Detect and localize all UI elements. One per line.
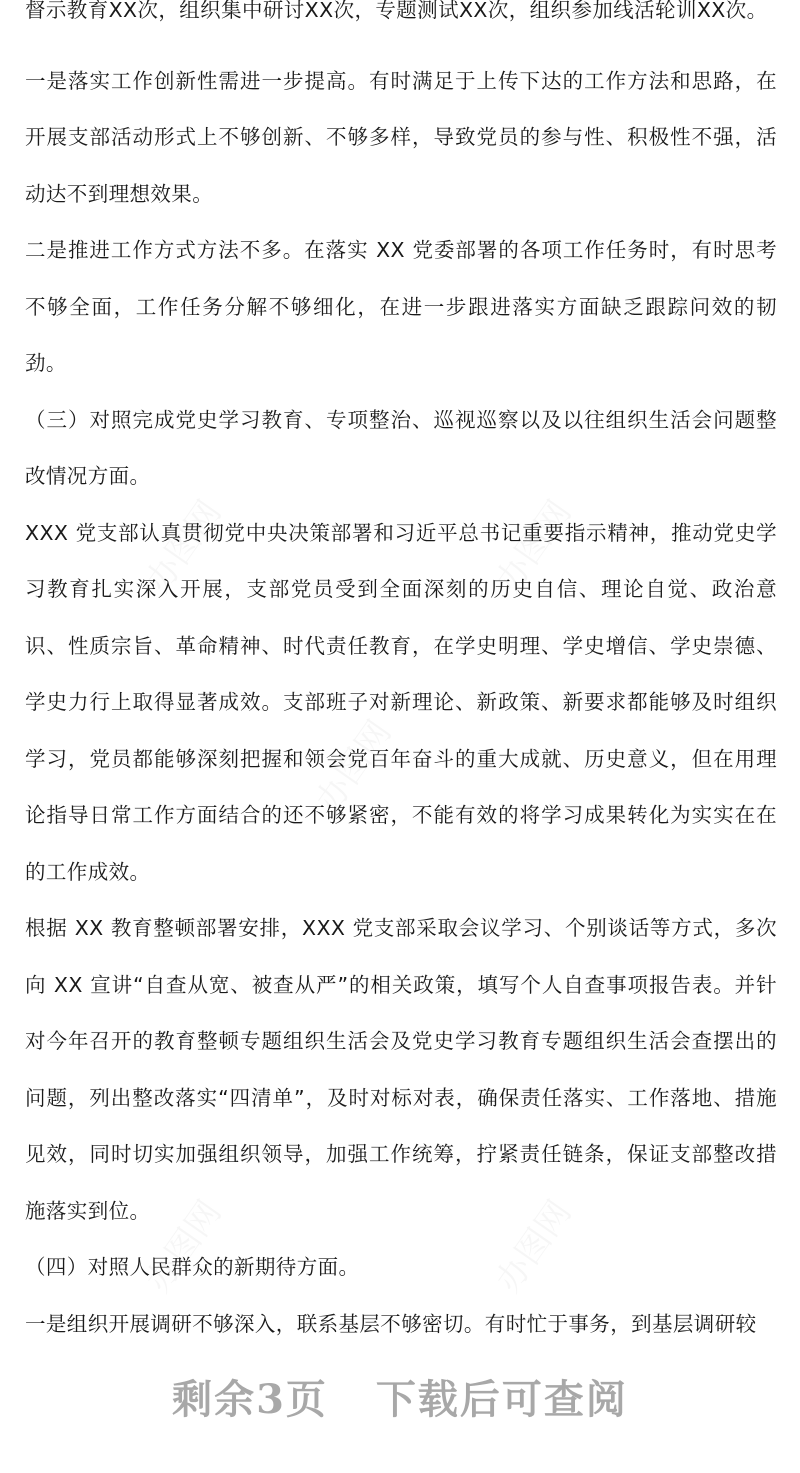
remaining-pages-label: 剩余3页 [172, 1376, 328, 1423]
document-body [25, 0, 777, 1352]
download-banner[interactable] [0, 1368, 800, 1425]
paragraph-1: 一是落实工作创新性需进一步提高。有时满足于上传下达的工作方法和思路，在开展支部活动形式上不够创新、不够多样，导致党员的参与性、积极性不强，活动达不到理想效果。 [25, 68, 777, 206]
paragraph-4: XXX 党支部认真贯彻党中央决策部署和习近平总书记重要指示精神，推动党史学习教育扎实深入开展，支部党员受到全面深刻的历史自信、理论自觉、政治意识、性质宗旨、革命精神、时代责任教育，在学史明理、学史增信、学史崇德、学史力行上取得显著成效。支部班子对新理论、新政策、新要求都能够及时组织学习，党员都能够深刻把握和领会党百年奋斗的重大成就、历史意义，但在用理论指导日常工作方面结合的还不够紧密，不能有效的将学习成果转化为实实在在的工作成效。 [25, 520, 777, 884]
paragraph-7: 一是组织开展调研不够深入，联系基层不够密切。有时忙于事务，到基层调研较 [25, 1311, 757, 1336]
section-heading-3: （三）对照完成党史学习教育、专项整治、巡视巡察以及以往组织生活会问题整改情况方面。 [25, 407, 777, 488]
paragraph-0: 督示教育XX次，组织集中研讨XX次，专题测试XX次，组织参加线活轮训XX次。 [25, 0, 768, 22]
paragraph-5: 根据 XX 教育整顿部署安排，XXX 党支部采取会议学习、个别谈话等方式，多次向 XX 宣讲“自查从宽、被查从严”的相关政策，填写个人自查事项报告表。并针对今年召开的教育整顿专题组织生活会及党史学习教育专题组织生活会查摆出的问题，列出整改落实“四清单”，及时对标对表，确保责任落实、工作落地、措施见效，同时切实加强组织领导，加强工作统筹，拧紧责任链条，保证支部整改措施落实到位。 [25, 916, 777, 1223]
section-heading-4: （四）对照人民群众的新期待方面。 [25, 1255, 360, 1279]
download-prompt[interactable]: 下载后可查阅 [375, 1376, 628, 1423]
paragraph-2: 二是推进工作方式方法不多。在落实 XX 党委部署的各项工作任务时，有时思考不够全面，工作任务分解不够细化，在进一步跟进落实方面缺乏跟踪问效的韧劲。 [25, 238, 777, 375]
